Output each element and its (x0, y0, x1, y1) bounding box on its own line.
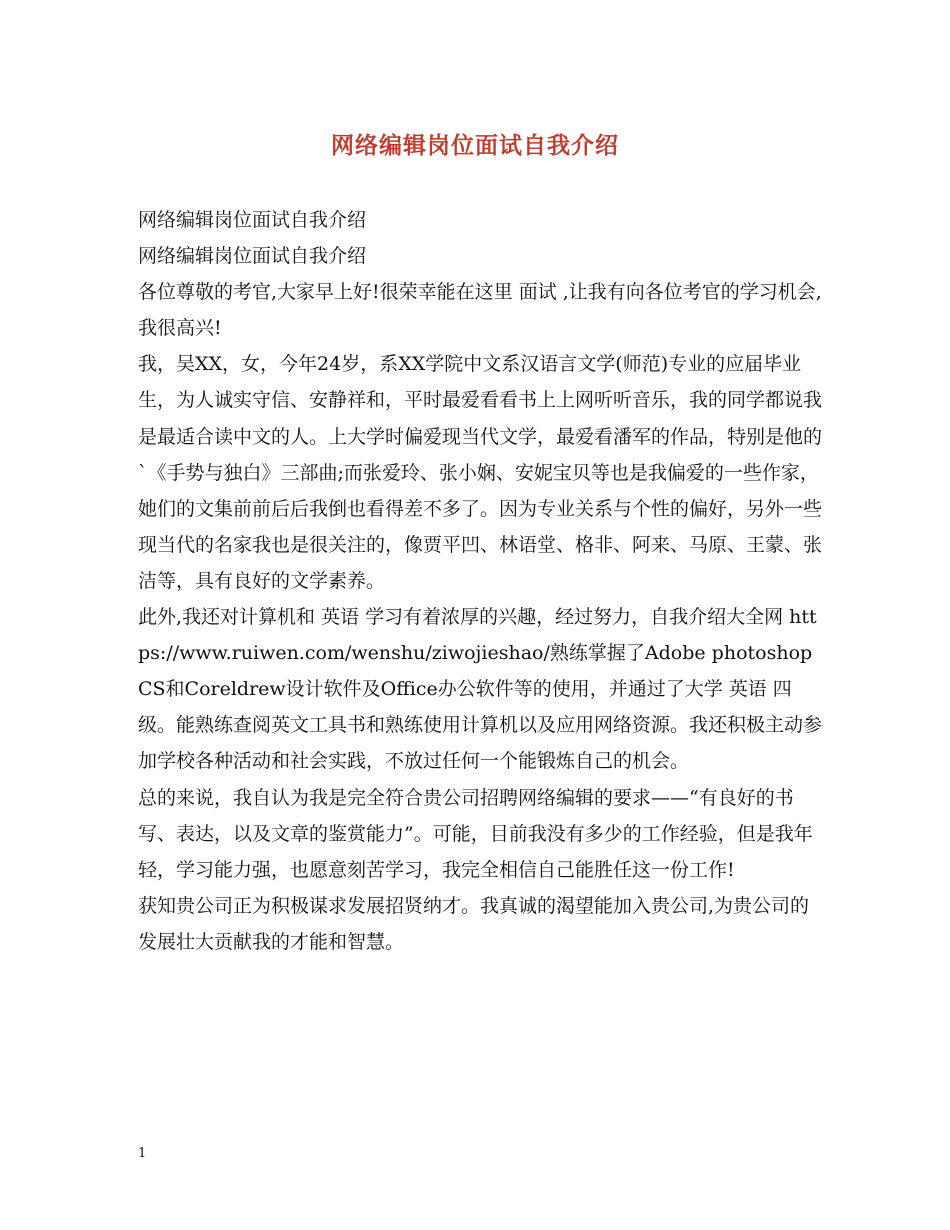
document-body (138, 202, 828, 960)
paragraph-subtitle-1: 网络编辑岗位面试自我介绍 (138, 209, 367, 231)
paragraph-closing: 获知贵公司正为积极谋求发展招贤纳才。我真诚的渴望能加入贵公司,为贵公司的发展壮大贡献我的才能和智慧。 (138, 894, 810, 953)
paragraph-summary: 总的来说，我自认为我是完全符合贵公司招聘网络编辑的要求——“有良好的书写、表达，以及文章的鉴赏能力”。可能，目前我没有多少的工作经验，但是我年轻，学习能力强，也愿意刻苦学习，我完全相信自己能胜任这一份工作! (138, 786, 813, 881)
document-title: 网络编辑岗位面试自我介绍 (331, 132, 619, 159)
paragraph-greeting: 各位尊敬的考官,大家早上好!很荣幸能在这里 面试 ,让我有向各位考官的学习机会,我很高兴! (138, 281, 822, 340)
page-number: 1 (138, 1146, 147, 1161)
paragraph-skills: 此外,我还对计算机和 英语 学习有着浓厚的兴趣，经过努力，自我介绍大全网 https://www.ruiwen.com/wenshu/ziwojieshao/熟练掌握了Adobe photoshop CS和Coreldrew设计软件及Office办公软件等的使用，并通过了大学 英语 四级。能熟练查阅英文工具书和熟练使用计算机以及应用网络资源。我还积极主动参加学校各种活动和社会实践，不放过任何一个能锻炼自己的机会。 (138, 606, 823, 773)
paragraph-background: 我，吴XX，女，今年24岁，系XX学院中文系汉语言文学(师范)专业的应届毕业生，为人诚实守信、安静祥和，平时最爱看看书上上网听听音乐，我的同学都说我是最适合读中文的人。上大学时偏爱现当代文学，最爱看潘军的作品，特别是他的`《手势与独白》三部曲;而张爱玲、张小娴、安妮宝贝等也是我偏爱的一些作家，她们的文集前前后后我倒也看得差不多了。因为专业关系与个性的偏好，另外一些现当代的名家我也是很关注的，像贾平凹、林语堂、格非、阿来、马原、王蒙、张洁等，具有良好的文学素养。 (138, 353, 823, 592)
paragraph-subtitle-2: 网络编辑岗位面试自我介绍 (138, 245, 367, 268)
